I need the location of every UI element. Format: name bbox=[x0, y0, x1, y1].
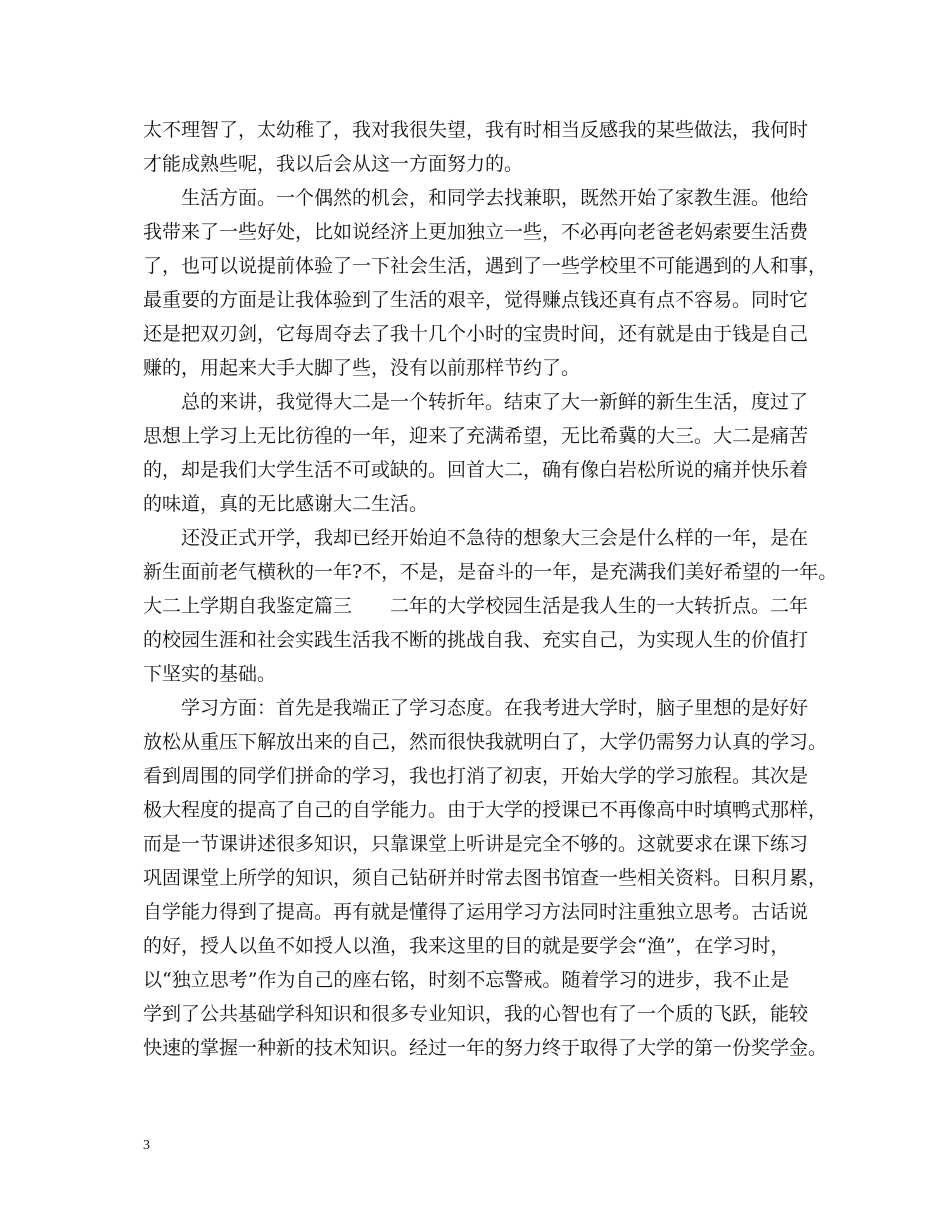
text-line: 才能成熟些呢，我以后会从这一方面努力的。 bbox=[143, 153, 524, 175]
text-line: 我带来了一些好处，比如说经济上更加独立一些，不必再向老爸老妈索要生活费 bbox=[143, 221, 809, 243]
text-line: 的校园生涯和社会实践生活我不断的挑战自我、充实自己，为实现人生的价值打 bbox=[143, 629, 809, 651]
page-number: 3 bbox=[143, 1138, 150, 1153]
text-line: 大二上学期自我鉴定篇三 二年的大学校园生活是我人生的一大转折点。二年 bbox=[143, 595, 809, 617]
text-line: 的好，授人以鱼不如授人以渔，我来这里的目的就是要学会“渔”，在学习时， bbox=[143, 935, 790, 957]
text-line: 巩固课堂上所学的知识，须自己钻研并时常去图书馆查一些相关资料。日积月累， bbox=[143, 867, 828, 889]
text-line: 而是一节课讲述很多知识，只靠课堂上听讲是完全不够的。这就要求在课下练习 bbox=[143, 833, 809, 855]
text-line: 还没正式开学，我却已经开始迫不急待的想象大三会是什么样的一年，是在 bbox=[143, 527, 809, 549]
text-line: 快速的掌握一种新的技术知识。经过一年的努力终于取得了大学的第一份奖学金。 bbox=[143, 1037, 828, 1059]
text-line: 新生面前老气横秋的一年?不，不是，是奋斗的一年，是充满我们美好希望的一年。 bbox=[143, 561, 838, 583]
text-line: 最重要的方面是让我体验到了生活的艰辛，觉得赚点钱还真有点不容易。同时它 bbox=[143, 289, 809, 311]
text-line: 下坚实的基础。 bbox=[143, 663, 277, 685]
text-line: 思想上学习上无比彷徨的一年，迎来了充满希望，无比希冀的大三。大二是痛苦 bbox=[143, 425, 809, 447]
text-line: 看到周围的同学们拼命的学习，我也打消了初衷，开始大学的学习旅程。其次是 bbox=[143, 765, 809, 787]
text-line: 总的来讲，我觉得大二是一个转折年。结束了大一新鲜的新生生活，度过了 bbox=[143, 391, 809, 413]
body-text bbox=[143, 113, 838, 1065]
text-line: 赚的，用起来大手大脚了些，没有以前那样节约了。 bbox=[143, 357, 581, 379]
text-line: 以“独立思考”作为自己的座右铭，时刻不忘警戒。随着学习的进步，我不止是 bbox=[143, 969, 790, 991]
text-line: 生活方面。一个偶然的机会，和同学去找兼职，既然开始了家教生涯。他给 bbox=[143, 187, 809, 209]
text-line: 太不理智了，太幼稚了，我对我很失望，我有时相当反感我的某些做法，我何时 bbox=[143, 119, 809, 141]
text-line: 自学能力得到了提高。再有就是懂得了运用学习方法同时注重独立思考。古话说 bbox=[143, 901, 809, 923]
text-line: 极大程度的提高了自己的自学能力。由于大学的授课已不再像高中时填鸭式那样， bbox=[143, 799, 828, 821]
text-line: 还是把双刃剑，它每周夺去了我十几个小时的宝贵时间，还有就是由于钱是自己 bbox=[143, 323, 809, 345]
text-line: 学到了公共基础学科知识和很多专业知识，我的心智也有了一个质的飞跃，能较 bbox=[143, 1003, 809, 1025]
text-line: 的味道，真的无比感谢大二生活。 bbox=[143, 493, 429, 515]
text-line: 学习方面：首先是我端正了学习态度。在我考进大学时，脑子里想的是好好 bbox=[143, 697, 809, 719]
text-line: 的，却是我们大学生活不可或缺的。回首大二，确有像白岩松所说的痛并快乐着 bbox=[143, 459, 809, 481]
text-line: 了，也可以说提前体验了一下社会生活，遇到了一些学校里不可能遇到的人和事， bbox=[143, 255, 828, 277]
text-line: 放松从重压下解放出来的自己，然而很快我就明白了，大学仍需努力认真的学习。 bbox=[143, 731, 828, 753]
